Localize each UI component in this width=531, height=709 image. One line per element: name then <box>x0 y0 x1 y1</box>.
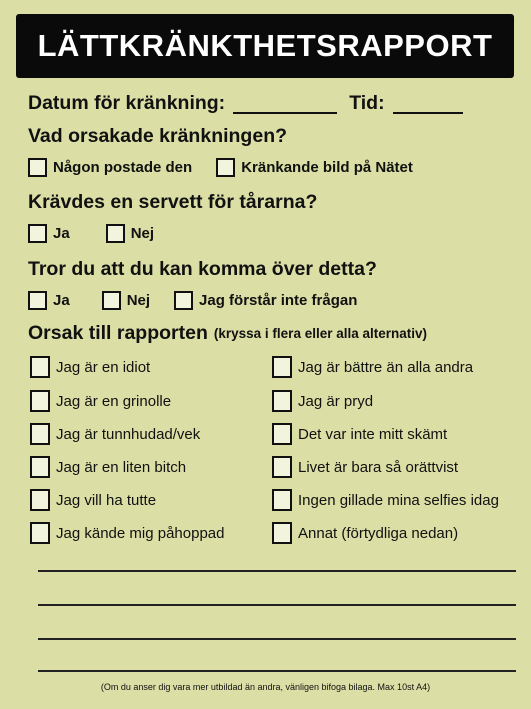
reason-left-2[interactable] <box>30 390 171 412</box>
reason-right-2[interactable] <box>272 390 373 412</box>
date-field[interactable] <box>233 94 337 114</box>
checkbox[interactable] <box>174 291 193 310</box>
reason-right-3[interactable] <box>272 423 447 445</box>
checkbox[interactable] <box>28 291 47 310</box>
option-label: Ja <box>53 292 70 309</box>
reason-label: Jag är pryd <box>298 392 374 410</box>
option-label: Jag förstår inte frågan <box>199 292 358 309</box>
checkbox[interactable] <box>272 522 292 544</box>
question-napkin <box>28 191 317 214</box>
checkbox[interactable] <box>272 456 292 478</box>
writing-line[interactable] <box>38 604 516 606</box>
option-no[interactable] <box>106 224 154 243</box>
title-bar <box>16 14 514 78</box>
reason-label: Livet är bara så orättvist <box>298 458 459 476</box>
option-yes[interactable] <box>28 291 70 310</box>
option-someone-posted[interactable] <box>28 158 192 177</box>
question-reason-note: (kryssa i flera eller alla alternativ) <box>213 326 428 341</box>
date-row <box>28 92 463 115</box>
checkbox[interactable] <box>28 158 47 177</box>
checkbox[interactable] <box>272 390 292 412</box>
reason-label: Jag är en idiot <box>56 358 151 376</box>
form-title: LÄTTKRÄNKTHETSRAPPORT <box>37 28 493 63</box>
checkbox[interactable] <box>30 456 50 478</box>
question-cause-text: Vad orsakade kränkningen? <box>28 125 288 147</box>
reason-label: Jag kände mig påhoppad <box>56 524 225 542</box>
option-label: Någon postade den <box>53 159 193 176</box>
reason-right-5[interactable] <box>272 489 499 511</box>
checkbox[interactable] <box>30 356 50 378</box>
option-dont-understand[interactable] <box>174 291 357 310</box>
time-field[interactable] <box>393 94 463 114</box>
writing-line[interactable] <box>38 638 516 640</box>
question-napkin-options <box>28 224 154 243</box>
checkbox[interactable] <box>30 489 50 511</box>
checkbox[interactable] <box>30 390 50 412</box>
checkbox[interactable] <box>102 291 121 310</box>
reason-label: Ingen gillade mina selfies idag <box>298 491 499 509</box>
option-label: Ja <box>53 225 70 242</box>
checkbox[interactable] <box>30 423 50 445</box>
footnote: (Om du anser dig vara mer utbildad än andra, vänligen bifoga bilaga. Max 10st A4) <box>100 682 431 692</box>
reason-label: Jag är tunnhudad/vek <box>56 425 201 443</box>
question-get-over-options <box>28 291 357 310</box>
checkbox[interactable] <box>216 158 235 177</box>
reason-right-1[interactable] <box>272 356 473 378</box>
checkbox[interactable] <box>28 224 47 243</box>
reason-left-4[interactable] <box>30 456 186 478</box>
writing-line[interactable] <box>38 670 516 672</box>
time-label: Tid: <box>349 92 385 114</box>
checkbox[interactable] <box>272 356 292 378</box>
checkbox[interactable] <box>30 522 50 544</box>
reason-right-6[interactable] <box>272 522 458 544</box>
question-reason-text: Orsak till rapporten <box>28 322 208 344</box>
option-offensive-image[interactable] <box>216 158 413 177</box>
question-napkin-text: Krävdes en servett för tårarna? <box>28 191 318 213</box>
reason-left-3[interactable] <box>30 423 200 445</box>
reason-right-4[interactable] <box>272 456 458 478</box>
reason-label: Det var inte mitt skämt <box>298 425 448 443</box>
reason-left-5[interactable] <box>30 489 156 511</box>
reason-label: Jag är bättre än alla andra <box>298 358 474 376</box>
reason-label: Jag är en liten bitch <box>56 458 187 476</box>
reason-left-1[interactable] <box>30 356 150 378</box>
reason-label: Annat (förtydliga nedan) <box>298 524 459 542</box>
question-cause-options <box>28 158 413 177</box>
option-yes[interactable] <box>28 224 70 243</box>
checkbox[interactable] <box>272 489 292 511</box>
checkbox[interactable] <box>272 423 292 445</box>
option-no[interactable] <box>102 291 150 310</box>
reason-left-6[interactable] <box>30 522 224 544</box>
question-get-over-text: Tror du att du kan komma över detta? <box>28 258 377 280</box>
option-label: Kränkande bild på Nätet <box>241 159 413 176</box>
option-label: Nej <box>126 292 151 309</box>
question-get-over <box>28 258 377 281</box>
reason-label: Jag vill ha tutte <box>56 491 157 509</box>
reason-label: Jag är en grinolle <box>56 392 172 410</box>
date-label: Datum för kränkning: <box>28 92 226 114</box>
question-reason <box>28 322 427 345</box>
option-label: Nej <box>130 225 155 242</box>
checkbox[interactable] <box>106 224 125 243</box>
writing-line[interactable] <box>38 570 516 572</box>
question-cause <box>28 125 287 148</box>
